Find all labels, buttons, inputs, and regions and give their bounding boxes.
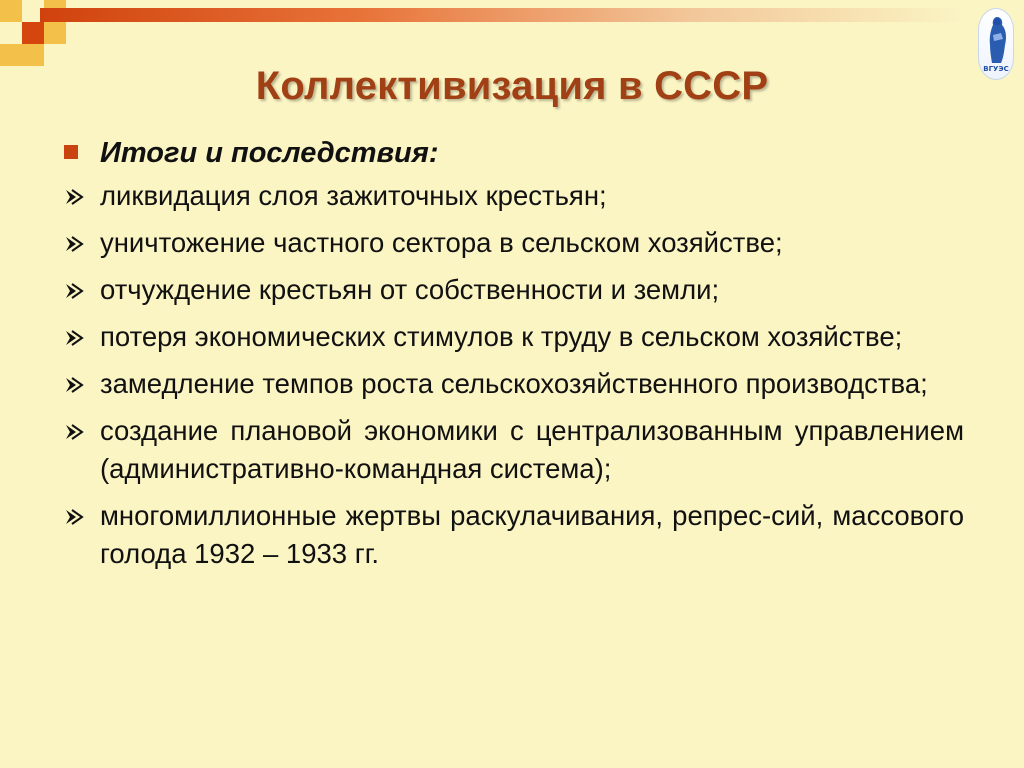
arrow-bullet-icon [64,282,86,300]
list-item-text: замедление темпов роста сельскохозяйственного производства; [100,368,928,399]
content-list [62,133,964,582]
list-item-text: создание плановой экономики с централизованным управлением (административно-командная система); [100,415,964,484]
section-heading-text: Итоги и последствия: [100,137,439,169]
arrow-bullet-icon [64,235,86,253]
list-item [62,271,964,309]
list-item-text: многомиллионные жертвы раскулачивания, репрес-сий, массового голода 1932 – 1933 гг. [100,500,964,569]
arrow-bullet-icon [64,188,86,206]
arrow-bullet-icon [64,376,86,394]
list-item-text: ликвидация слоя зажиточных крестьян; [100,180,607,211]
list-item-text: потеря экономических стимулов к труду в сельском хозяйстве; [100,321,903,352]
page-title: Коллективизация в СССР [255,64,769,108]
list-item [62,365,964,403]
list-item [62,318,964,356]
square-bullet-icon [64,145,78,159]
arrow-bullet-icon [64,329,86,347]
list-item-text: уничтожение частного сектора в сельском хозяйстве; [100,227,783,258]
section-heading [62,133,964,177]
arrow-bullet-icon [64,423,86,441]
arrow-bullet-icon [64,508,86,526]
list-item [62,412,964,488]
list-item [62,177,964,215]
header-gradient-bar [40,8,970,22]
list-item [62,497,964,573]
logo-text: ВГУЭС [983,65,1009,73]
list-item [62,224,964,262]
list-item-text: отчуждение крестьян от собственности и земли; [100,274,720,305]
